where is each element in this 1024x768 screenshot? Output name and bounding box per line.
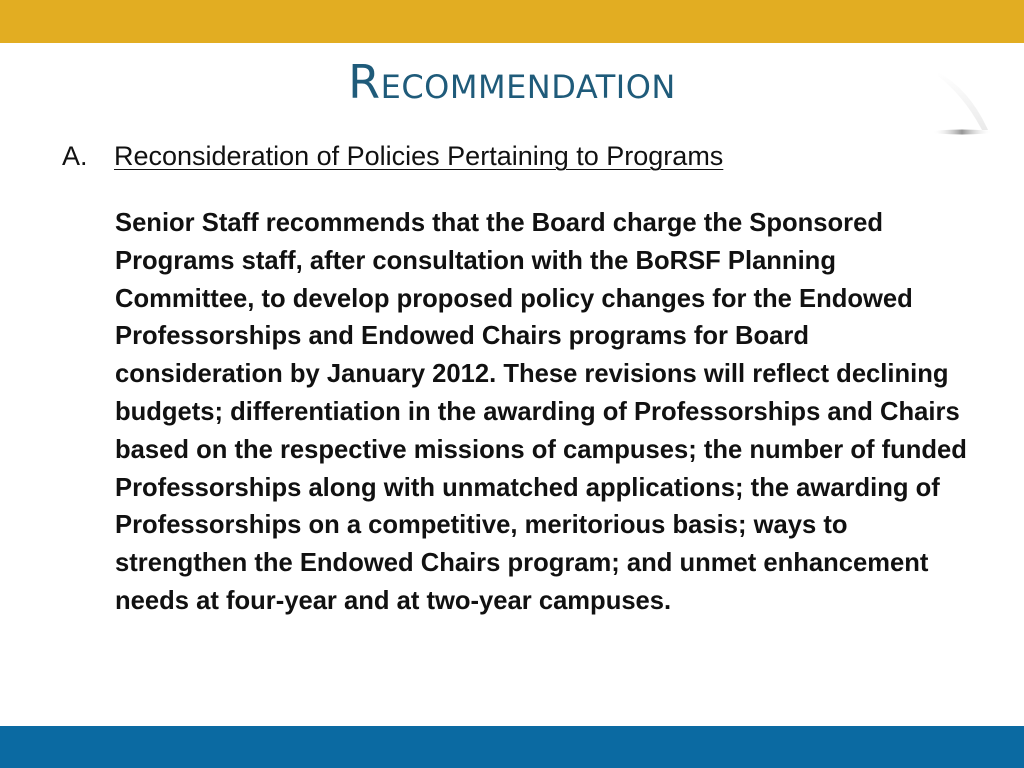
slide-title: Recommendation — [348, 55, 676, 109]
top-accent-bar — [0, 0, 1024, 43]
section-heading — [62, 138, 723, 174]
decorative-swoosh-icon — [930, 60, 1000, 140]
recommendation-body: Senior Staff recommends that the Board charge the Sponsored Programs staff, after consultation with the BoRSF Planning Committee, to develop proposed policy changes for the Endowed Professorships and Endowed Chairs programs for Board consideration by January 2012. These revisions will reflect declining budgets; differentiation in the awarding of Professorships and Chairs based on the respective missions of campuses; the number of funded Professorships along with unmatched applications; the awarding of Professorships on a competitive, meritorious basis; ways to strengthen the Endowed Chairs program; and unmet enhancement needs at four-year and at two-year campuses. — [115, 209, 967, 615]
section-marker: A. — [62, 141, 88, 171]
bottom-accent-bar — [0, 726, 1024, 768]
section-title: Reconsideration of Policies Pertaining to Programs — [114, 141, 724, 171]
